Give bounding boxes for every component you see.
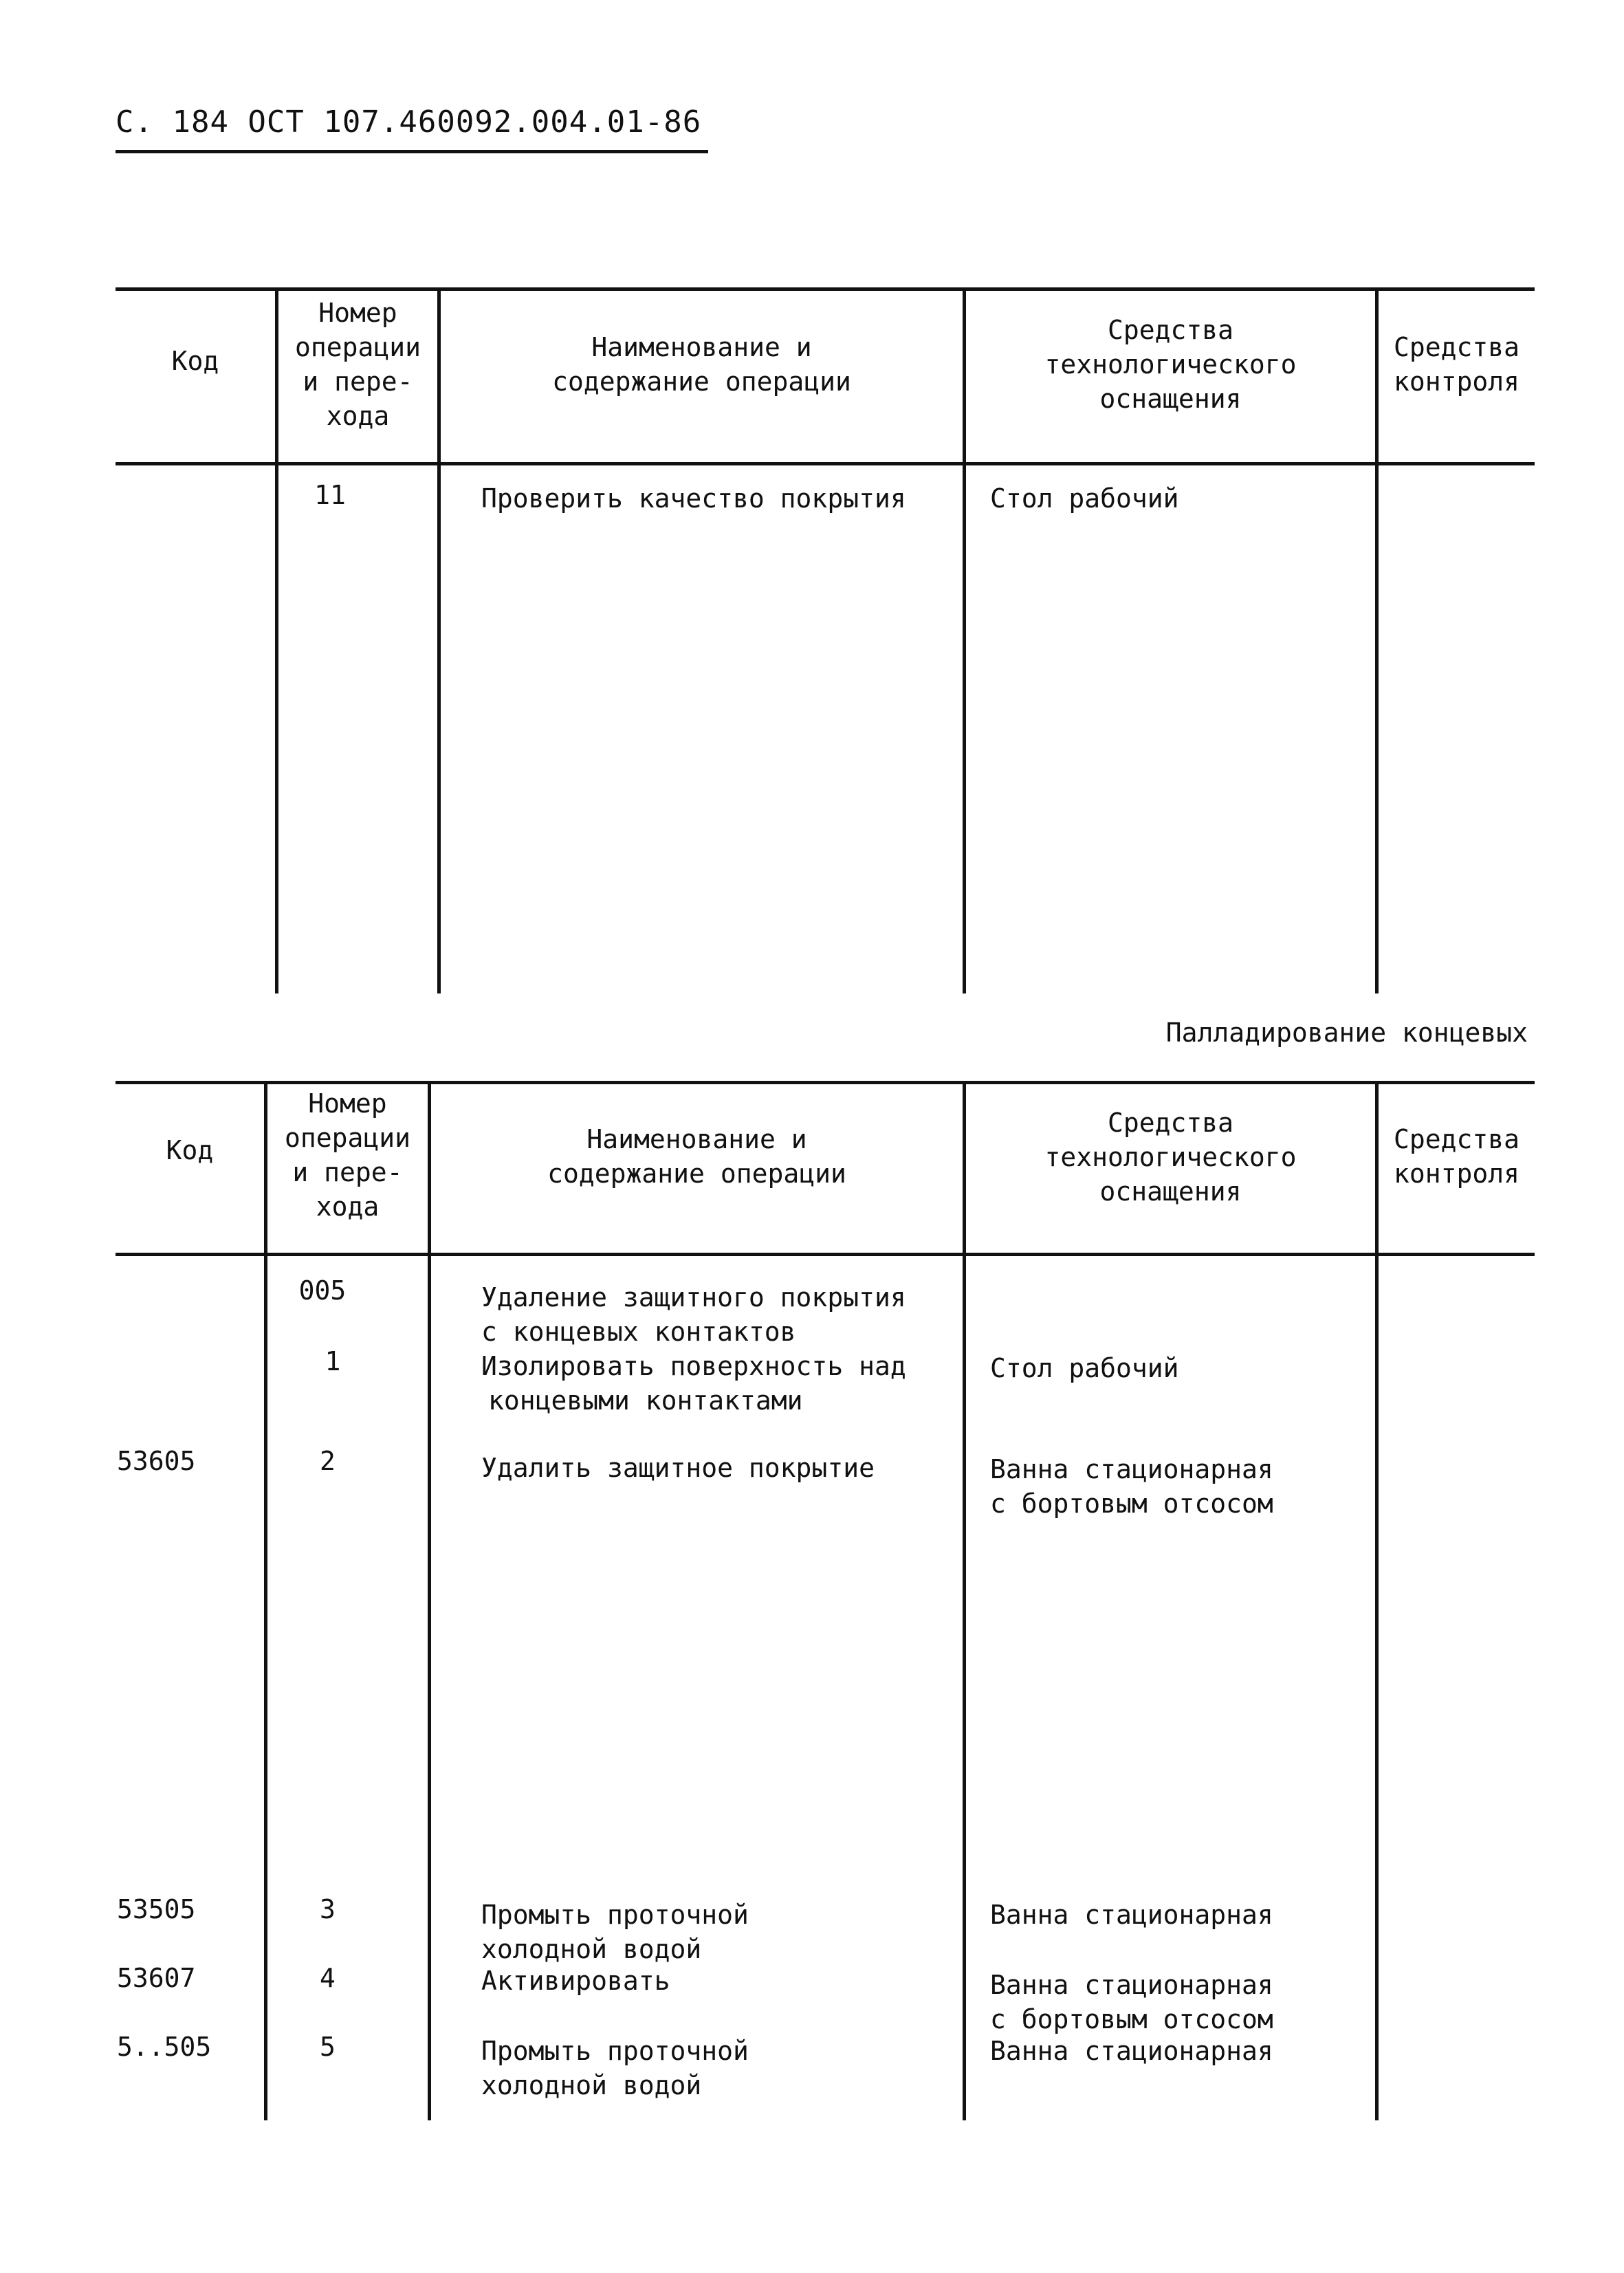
section-caption: Палладирование концевых: [1165, 1018, 1528, 1048]
table2-header-rule: [116, 1253, 1535, 1256]
equipment: Ванна стационарная: [990, 2036, 1273, 2066]
op-number: 1: [325, 1346, 341, 1376]
table1-top-rule: [116, 287, 1535, 291]
op-name: Активировать: [481, 1966, 670, 1996]
op-name: Проверить качество покрытия: [481, 483, 906, 514]
op-code: 53505: [117, 1894, 196, 1924]
table2-header-equipment: Средства технологического оснащения: [1044, 1108, 1297, 1207]
table2-header-code: Код: [166, 1135, 214, 1165]
table1-header-control: Средства контроля: [1393, 332, 1520, 397]
equipment: Стол рабочий: [990, 483, 1179, 514]
table1-header-op-number: Номер операции и пере- хода: [294, 298, 421, 431]
op-number: 4: [320, 1963, 336, 1993]
table1-header-code: Код: [171, 346, 219, 376]
header-rule: [116, 150, 708, 153]
equipment: Ванна стационарная: [990, 1900, 1273, 1930]
op-code: 53607: [117, 1963, 196, 1993]
op-name: Изолировать поверхность над концевыми контактами: [481, 1351, 906, 1416]
op-number: 5: [320, 2032, 336, 2062]
op-name: Удалить защитное покрытие: [481, 1453, 875, 1483]
equipment: Ванна стационарная с бортовым отсосом: [990, 1454, 1273, 1519]
table2-col-divider: [428, 1082, 431, 2120]
table1-header-equipment: Средства технологического оснащения: [1044, 315, 1297, 414]
table1-header-rule: [116, 462, 1535, 465]
op-code: 53605: [117, 1446, 196, 1476]
op-code: 5..505: [117, 2032, 212, 2062]
op-name: Промыть проточной холодной водой: [481, 2036, 749, 2100]
table2-col-divider: [1375, 1082, 1379, 2120]
op-number: 11: [314, 480, 346, 510]
op-name: Промыть проточной холодной водой: [481, 1900, 749, 1964]
op-number: 2: [320, 1446, 336, 1476]
equipment: Ванна стационарная с бортовым отсосом: [990, 1970, 1273, 2034]
table2-top-rule: [116, 1081, 1535, 1084]
table2-header-op-name: Наименование и содержание операции: [547, 1124, 846, 1189]
op-number: 005: [298, 1275, 347, 1306]
table2-col-divider: [963, 1082, 966, 2120]
op-number: 3: [320, 1894, 336, 1924]
table2-header-control: Средства контроля: [1393, 1124, 1520, 1189]
op-name: Удаление защитного покрытия с концевых контактов: [481, 1282, 906, 1347]
table1-header-op-name: Наименование и содержание операции: [552, 332, 851, 397]
equipment: Стол рабочий: [990, 1353, 1179, 1383]
table2-header-op-number: Номер операции и пере- хода: [284, 1088, 411, 1222]
page-header: С. 184 ОСТ 107.460092.004.01-86: [116, 105, 702, 140]
